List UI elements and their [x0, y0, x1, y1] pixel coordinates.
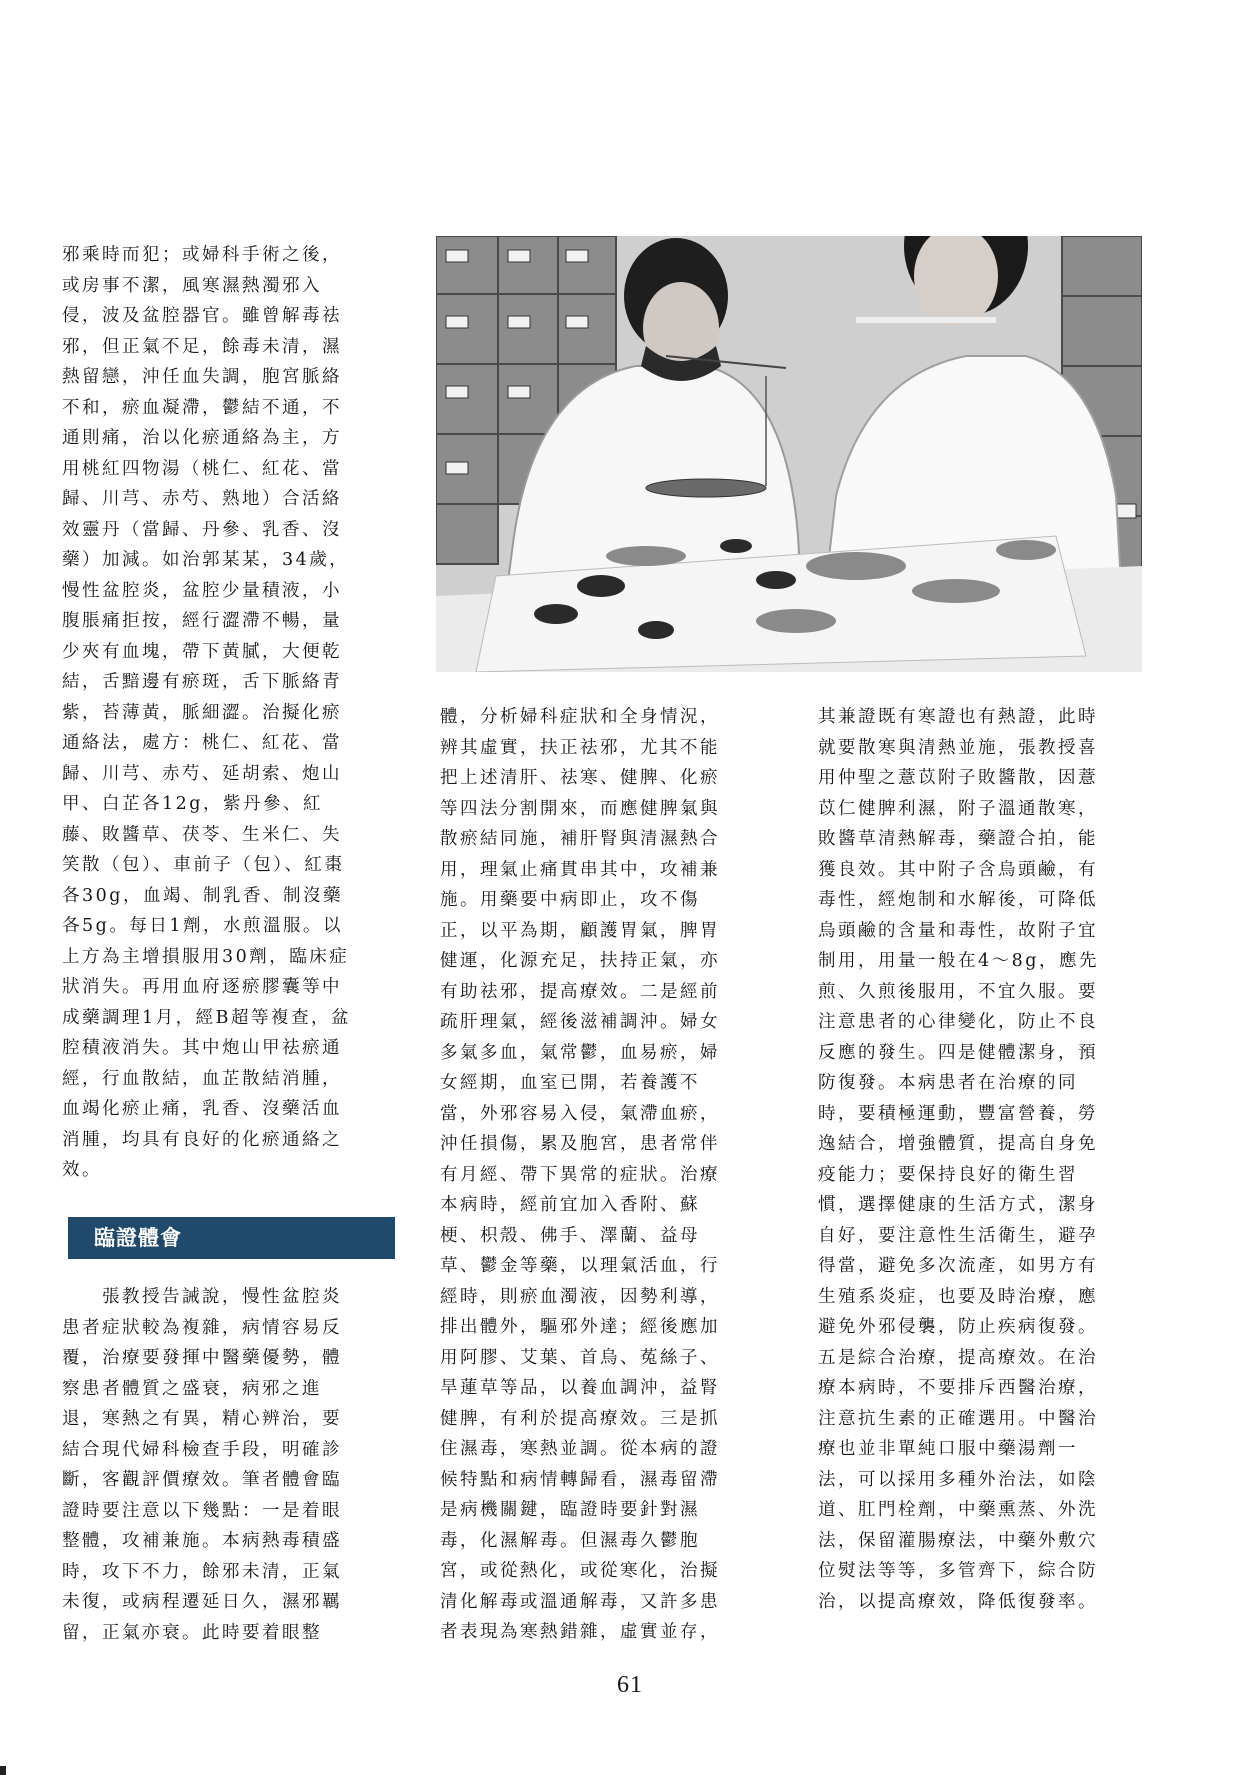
text-line: 察患者體質之盛衰，病邪之進 [62, 1378, 322, 1399]
text-line: 草、鬱金等藥，以理氣活血，行 [440, 1256, 720, 1276]
text-line: 覆，治療要發揮中醫藥優勢，體 [62, 1348, 342, 1368]
text-line: 者表現為寒熱錯雜，虛實並存， [440, 1622, 720, 1642]
text-line: 健脾，有利於提高療效。三是抓 [440, 1408, 720, 1429]
text-line: 敗醬草清熱解毒，藥證合拍，能 [818, 829, 1098, 849]
text-line: 慣，選擇健康的生活方式，潔身 [818, 1195, 1098, 1215]
text-line: 等四法分割開來，而應健脾氣與 [440, 798, 720, 819]
text-line: 熱留戀，沖任血失調，胞宮脈絡 [62, 367, 342, 387]
text-line: 生殖系炎症，也要及時治療，應 [818, 1286, 1098, 1307]
text-line: 苡仁健脾利濕，附子溫通散寒， [818, 798, 1098, 819]
text-line: 毒，化濕解毒。但濕毒久鬱胞 [440, 1530, 700, 1551]
text-line: 斷，客觀評價療效。筆者體會臨 [62, 1470, 342, 1490]
text-line: 腔積液消失。其中炮山甲祛瘀通 [62, 1038, 342, 1058]
text-line: 未復，或病程遷延日久，濕邪羈 [62, 1592, 342, 1612]
text-line: 藥）加減。如治郭某某，34歲， [62, 550, 350, 570]
text-line: 當，外邪容易入侵，氣滯血瘀， [440, 1103, 720, 1124]
text-line: 邪乘時而犯；或婦科手術之後， [62, 245, 342, 265]
text-line: 療也並非單純口服中藥湯劑一 [818, 1439, 1078, 1459]
text-line: 狀消失。再用血府逐瘀膠囊等中 [62, 977, 342, 997]
text-line: 沖任損傷，累及胞宮，患者常伴 [440, 1134, 720, 1154]
text-line: 法，可以採用多種外治法，如陰 [818, 1469, 1098, 1490]
text-line: 時，攻下不力，餘邪未清，正氣 [62, 1561, 342, 1582]
text-line: 通絡法，處方：桃仁、紅花、當 [62, 733, 342, 753]
text-line: 退，寒熱之有異，精心辨治，要 [62, 1409, 342, 1429]
text-line: 施。用藥要中病即止，攻不傷 [440, 890, 700, 910]
text-line: 血竭化瘀止痛，乳香、沒藥活血 [62, 1099, 342, 1119]
text-line: 各30g，血竭、制乳香、制沒藥 [62, 885, 343, 906]
text-line: 用，理氣止痛貫串其中，攻補兼 [440, 859, 720, 880]
text-line: 邪，但正氣不足，餘毒未清，濕 [62, 336, 342, 357]
text-line: 毒性，經炮制和水解後，可降低 [818, 890, 1098, 910]
text-line: 排出體外，驅邪外達；經後應加 [440, 1317, 720, 1337]
text-line: 藤、敗醬草、茯苓、生米仁、失 [62, 824, 342, 845]
text-line: 歸、川芎、赤芍、熟地）合活絡 [62, 489, 342, 509]
text-line: 慢性盆腔炎，盆腔少量積液，小 [62, 580, 342, 601]
text-line: 健運，化源充足，扶持正氣，亦 [440, 951, 720, 971]
text-column-left [62, 240, 397, 1186]
text-line: 少夾有血塊，帶下黃膩，大便乾 [62, 641, 342, 662]
text-line: 清化解毒或溫通解毒，又許多患 [440, 1591, 720, 1612]
text-line: 經時，則瘀血濁液，因勢利導， [440, 1286, 720, 1307]
text-line: 用桃紅四物湯（桃仁、紅花、當 [62, 458, 342, 479]
text-line: 其兼證既有寒證也有熱證，此時 [818, 707, 1098, 727]
text-line: 有月經、帶下異常的症狀。治療 [440, 1164, 720, 1185]
text-line: 體，分析婦科症狀和全身情況， [440, 707, 720, 727]
text-line: 本病時，經前宜加入香附、蘇 [440, 1195, 700, 1215]
text-line: 消腫，均具有良好的化瘀通絡之 [62, 1129, 342, 1150]
text-line: 治，以提高療效，降低復發率。 [818, 1591, 1098, 1612]
text-column-left-lower [62, 1282, 397, 1648]
text-line: 獲良效。其中附子含烏頭鹼，有 [818, 859, 1098, 880]
text-line: 甲、白芷各12g，紫丹參、紅 [62, 794, 323, 814]
text-line: 反應的發生。四是健體潔身，預 [818, 1042, 1098, 1063]
text-line: 避免外邪侵襲，防止疾病復發。 [818, 1317, 1098, 1337]
text-line: 梗、枳殼、佛手、澤蘭、益母 [440, 1225, 700, 1246]
text-line: 歸、川芎、赤芍、延胡索、炮山 [62, 763, 342, 784]
corner-mark [0, 1766, 6, 1775]
text-line: 通則痛，治以化瘀通絡為主，方 [62, 428, 342, 448]
text-line: 張教授告誡說，慢性盆腔炎 [62, 1287, 342, 1307]
text-line: 不和，瘀血凝滯，鬱結不通，不 [62, 397, 342, 418]
text-line: 制用，用量一般在4～8g，應先 [818, 951, 1099, 971]
text-line: 宮，或從熱化，或從寒化，治擬 [440, 1561, 720, 1581]
text-line: 道、肛門栓劑，中藥熏蒸、外洗 [818, 1500, 1098, 1520]
text-line: 結，舌黯邊有瘀斑，舌下脈絡青 [62, 672, 342, 692]
text-line: 注意抗生素的正確選用。中醫治 [818, 1408, 1098, 1429]
text-line: 是病機關鍵，臨證時要針對濕 [440, 1500, 700, 1520]
section-heading: 臨證體會 [68, 1217, 395, 1259]
text-line: 多氣多血，氣常鬱，血易瘀，婦 [440, 1042, 720, 1063]
text-line: 用仲聖之薏苡附子敗醬散，因薏 [818, 768, 1098, 788]
text-line: 腹脹痛拒按，經行澀滯不暢，量 [62, 611, 342, 631]
text-line: 就要散寒與清熱並施，張教授喜 [818, 737, 1098, 758]
text-line: 成藥調理1月，經B超等複查，盆 [62, 1007, 351, 1028]
text-line: 逸結合，增強體質，提高自身免 [818, 1134, 1098, 1154]
text-line: 經，行血散結，血芷散結消腫， [62, 1068, 342, 1089]
text-line: 紫，苔薄黃，脈細澀。治擬化瘀 [62, 702, 342, 723]
text-column-middle [440, 702, 775, 1648]
text-line: 煎、久煎後服用，不宜久服。要 [818, 981, 1098, 1002]
text-line: 旱蓮草等品，以養血調沖，益腎 [440, 1378, 720, 1398]
text-line: 留，正氣亦衰。此時要着眼整 [62, 1622, 322, 1643]
text-line: 效。 [62, 1160, 102, 1180]
text-line: 結合現代婦科檢查手段，明確診 [62, 1439, 342, 1460]
text-line: 烏頭鹼的含量和毒性，故附子宜 [818, 920, 1098, 941]
text-line: 整體，攻補兼施。本病熱毒積盛 [62, 1531, 342, 1551]
text-line: 患者症狀較為複雜，病情容易反 [62, 1317, 342, 1338]
text-line: 時，要積極運動，豐富營養，勞 [818, 1103, 1098, 1124]
text-line: 或房事不潔，風寒濕熱濁邪入 [62, 275, 322, 296]
text-line: 防復發。本病患者在治療的同 [818, 1073, 1078, 1093]
text-line: 用阿膠、艾葉、首烏、菟絲子、 [440, 1347, 720, 1368]
text-line: 證時要注意以下幾點：一是着眼 [62, 1500, 342, 1521]
photo-herb-weighing [436, 236, 1142, 672]
text-line: 女經期，血室已開，若養護不 [440, 1073, 700, 1093]
text-line: 辨其虛實，扶正祛邪，尤其不能 [440, 737, 720, 758]
page-number: 61 [617, 1672, 643, 1698]
text-line: 笑散（包）、車前子（包）、紅棗 [62, 855, 345, 875]
text-line: 法，保留灌腸療法，中藥外敷穴 [818, 1530, 1098, 1551]
text-line: 位熨法等等，多管齊下，綜合防 [818, 1561, 1098, 1581]
text-line: 有助祛邪，提高療效。二是經前 [440, 981, 720, 1002]
text-line: 療本病時，不要排斥西醫治療， [818, 1378, 1098, 1398]
text-line: 散瘀結同施，補肝腎與清濕熱合 [440, 829, 720, 849]
text-line: 效靈丹（當歸、丹參、乳香、沒 [62, 519, 342, 540]
text-line: 得當，避免多次流產，如男方有 [818, 1256, 1098, 1276]
text-line: 住濕毒，寒熱並調。從本病的證 [440, 1439, 720, 1459]
text-line: 候特點和病情轉歸看，濕毒留滯 [440, 1469, 720, 1490]
text-line: 注意患者的心律變化，防止不良 [818, 1012, 1098, 1032]
text-line: 疏肝理氣，經後滋補調沖。婦女 [440, 1012, 720, 1032]
text-line: 五是綜合治療，提高療效。在治 [818, 1347, 1098, 1368]
text-line: 各5g。每日1劑，水煎溫服。以 [62, 916, 343, 936]
text-line: 疫能力；要保持良好的衛生習 [818, 1164, 1078, 1185]
text-line: 把上述清肝、祛寒、健脾、化瘀 [440, 768, 720, 788]
text-column-right [818, 702, 1153, 1617]
text-line: 自好，要注意性生活衛生，避孕 [818, 1225, 1098, 1246]
text-line: 侵，波及盆腔器官。雖曾解毒祛 [62, 306, 342, 326]
text-line: 正，以平為期，顧護胃氣，脾胃 [440, 920, 720, 941]
text-line: 上方為主增損服用30劑，臨床症 [62, 946, 350, 967]
